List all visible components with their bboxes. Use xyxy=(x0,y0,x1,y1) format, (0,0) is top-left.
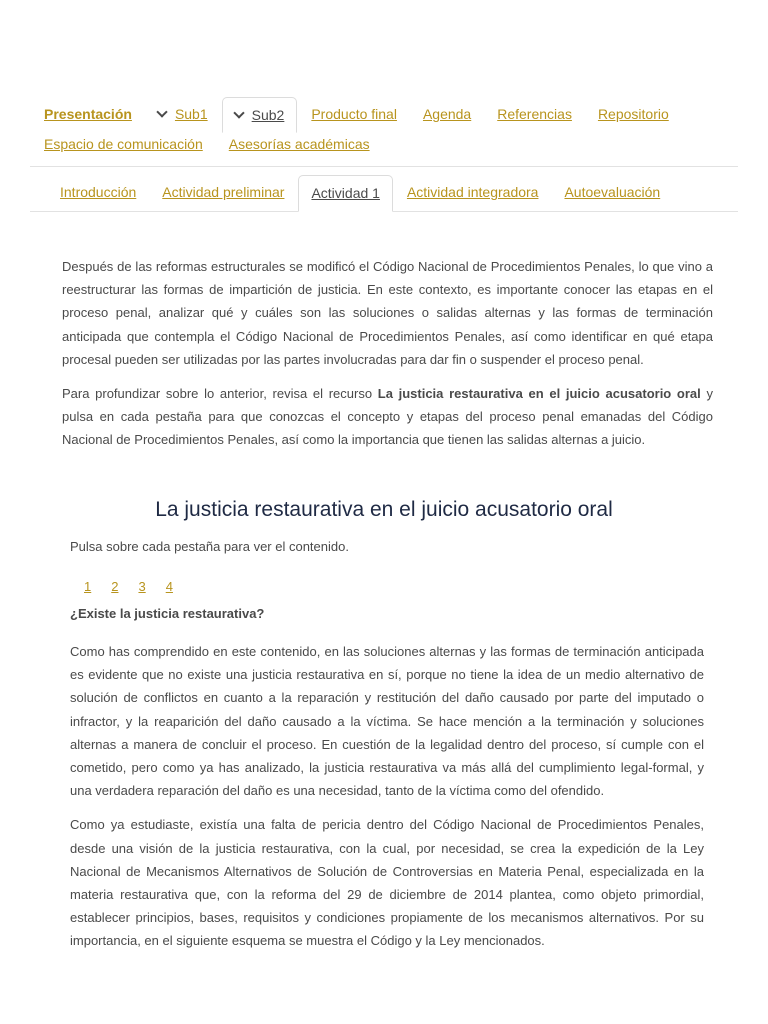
nav-agenda[interactable]: Agenda xyxy=(422,106,472,122)
resource-tabs xyxy=(84,578,193,596)
tab-introduccion[interactable]: Introducción xyxy=(60,184,137,200)
main-nav-row-2 xyxy=(30,132,738,166)
nav-presentacion[interactable]: Presentación xyxy=(44,106,132,122)
resource-tab-3[interactable]: 3 xyxy=(138,579,146,594)
chevron-down-icon xyxy=(233,107,244,118)
intro-paragraph-2 xyxy=(62,382,713,452)
nav-producto-final[interactable]: Producto final xyxy=(311,106,397,122)
resource-tab-4[interactable]: 4 xyxy=(165,579,173,594)
resource-name: La justicia restaurativa en el juicio acusatorio oral xyxy=(377,386,701,402)
tab-actividad-1[interactable]: Actividad 1 xyxy=(298,175,392,212)
nav-repositorio[interactable]: Repositorio xyxy=(597,106,669,122)
resource-tab-1[interactable]: 1 xyxy=(84,579,92,594)
nav-referencias[interactable]: Referencias xyxy=(497,106,572,122)
nav-asesorias-academicas[interactable]: Asesorías académicas xyxy=(228,136,370,152)
tab-actividad-integradora[interactable]: Actividad integradora xyxy=(406,184,539,200)
intro-p2-pre: Para profundizar sobre lo anterior, revisa el recurso xyxy=(62,386,378,402)
chevron-down-icon xyxy=(156,106,167,117)
nav-espacio-comunicacion[interactable]: Espacio de comunicación xyxy=(44,136,203,152)
nav-sub1[interactable] xyxy=(158,104,208,132)
intro-p2-post: y pulsa en cada pestaña para que conozcas el concepto y etapas del proceso penal emanadas del Código Nacional de Procedimientos Penales, así como la importancia que tienen las salidas alternas a juicio. xyxy=(62,386,713,448)
nav-sub1-label: Sub1 xyxy=(174,106,208,122)
tab-autoevaluacion[interactable]: Autoevaluación xyxy=(564,184,661,200)
nav-sub2-label: Sub2 xyxy=(251,107,285,123)
sub-nav xyxy=(30,177,738,212)
resource-tab-2[interactable]: 2 xyxy=(111,579,119,594)
resource-hint: Pulsa sobre cada pestaña para ver el contenido. xyxy=(70,539,349,554)
nav-sub2[interactable] xyxy=(222,97,298,133)
tab-content-paragraph-1: Como has comprendido en este contenido, en las soluciones alternas y las formas de terminación anticipada es evidente que no existe una justicia restaurativa en sí, porque no tiene la idea de un medio alternativo de solución de conflictos en cuanto a la reparación y restitución del daño causado por parte del imputado o infractor, y la reaparición del daño causado a la víctima. Se hace mención a la terminación y soluciones alternas a manera de concluir el proceso. En cuestión de la legalidad dentro del proceso, sí cumple con el cometido, pero como ya has analizado, la justicia restaurativa va más allá del cumplimiento legal-formal, y una verdadera reparación del daño es una necesidad, tanto de la víctima como del ofendido. xyxy=(70,644,704,799)
intro-section xyxy=(62,255,713,463)
intro-paragraph-1: Después de las reformas estructurales se modificó el Código Nacional de Procedimientos Penales, lo que vino a reestructurar las formas de impartición de justicia. En este contexto, es importante conocer las etapas en el proceso penal, analizar qué y cuáles son las soluciones o salidas alternas y las formas de terminación anticipada que contempla el Código Nacional de Procedimientos Penales, así como identificar en qué etapa procesal pueden ser utilizadas por las partes involucradas para dar fin o suspender el proceso penal. xyxy=(62,259,713,367)
tab-content-paragraph-2: Como ya estudiaste, existía una falta de pericia dentro del Código Nacional de Procedimientos Penales, desde una visión de la justicia restaurativa, con la cual, por necesidad, se crea la expedición de la Ley Nacional de Mecanismos Alternativos de Solución de Controversias en Materia Penal, especializada en la materia restaurativa que, con la reforma del 29 de diciembre de 2014 plantea, como objeto primordial, establecer principios, bases, requisitos y condiciones propiamente de los mecanismos alternativos. Por su importancia, en el siguiente esquema se muestra el Código y la Ley mencionados. xyxy=(70,817,704,949)
main-nav xyxy=(30,95,738,167)
main-nav-row-1 xyxy=(30,95,738,132)
tab-content-title: ¿Existe la justicia restaurativa? xyxy=(70,606,265,621)
tab-actividad-preliminar[interactable]: Actividad preliminar xyxy=(162,184,285,200)
tab-content xyxy=(70,640,704,964)
resource-title: La justicia restaurativa en el juicio acusatorio oral xyxy=(155,498,613,521)
